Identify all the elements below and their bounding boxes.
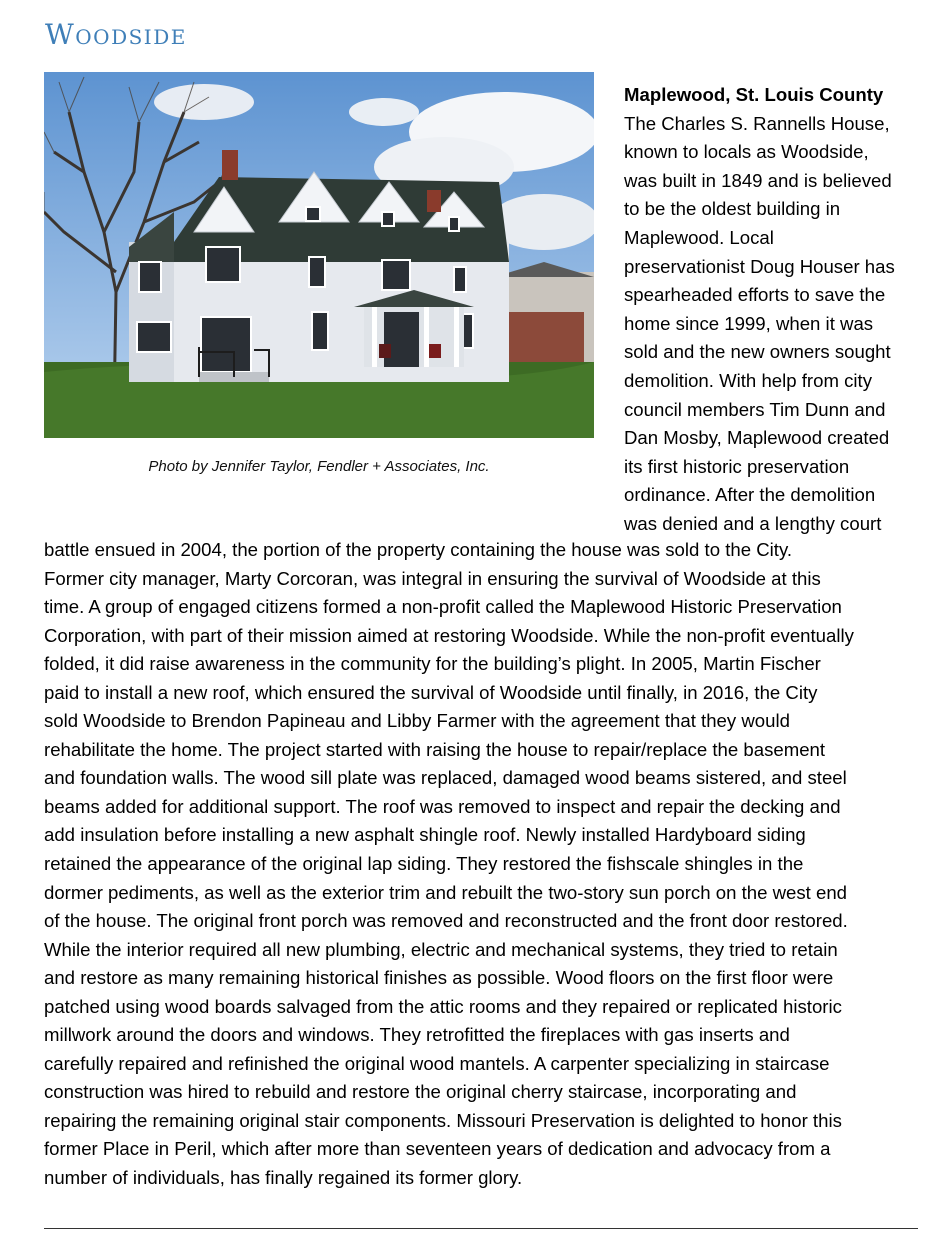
bottom-divider [44,1228,918,1229]
body-line: number of individuals, has finally regained its former glory. [44,1167,523,1189]
body-line: rehabilitate the home. The project started with raising the house to repair/replace the basement [44,738,826,760]
article-title: Woodside [45,18,187,51]
body-line: and restore as many remaining historical finishes as possible. Wood floors on the first floor were [44,967,834,989]
side-line: spearheaded efforts to save the [624,284,886,306]
body-line: construction was hired to rebuild and restore the original cherry staircase, incorporating and [44,1081,797,1103]
body-line: patched using wood boards salvaged from the attic rooms and they repaired or replicated historic [44,995,842,1017]
photo-figure [44,72,594,475]
side-line: demolition. With help from city [624,369,873,391]
body-line: battle ensued in 2004, the portion of the property containing the house was sold to the City. [44,539,793,560]
side-line: ordinance. After the demolition [624,484,876,506]
body-line: former Place in Peril, which after more than seventeen years of dedication and advocacy from a [44,1138,831,1160]
location-subheading: Maplewood, St. Louis County [624,84,884,105]
side-line: was denied and a lengthy court [624,512,882,534]
side-line: Dan Mosby, Maplewood created [624,427,890,449]
side-line: was built in 1849 and is believed [624,169,892,191]
body-line: add insulation before installing a new asphalt shingle roof. Newly installed Hardyboard siding [44,824,806,846]
body-line: millwork around the doors and windows. They retrofitted the fireplaces with gas inserts and [44,1024,790,1046]
side-line: preservationist Doug Houser has [624,255,895,277]
side-line: to be the oldest building in [624,198,841,220]
body-line: of the house. The original front porch was removed and reconstructed and the front door restored. [44,910,848,932]
body-line: Corporation, with part of their mission aimed at restoring Woodside. While the non-profit eventually [44,624,854,646]
side-line: home since 1999, when it was [624,312,874,334]
body-line: repairing the remaining original stair components. Missouri Preservation is delighted to honor this [44,1109,842,1131]
body-line: retained the appearance of the original lap siding. They restored the fishscale shingles in the [44,853,804,875]
side-column [624,81,916,539]
side-line: The Charles S. Rannells House, [624,112,890,134]
body-line: sold Woodside to Brendon Papineau and Libby Farmer with the agreement that they would [44,710,790,732]
body-line: dormer pediments, as well as the exterior trim and rebuilt the two-story sun porch on the west end [44,881,848,903]
body-line: and foundation walls. The wood sill plate was replaced, damaged wood beams sistered, and steel [44,767,847,789]
woodside-house-photo [44,72,594,438]
body-line: folded, it did raise awareness in the community for the building’s plight. In 2005, Martin Fischer [44,653,821,675]
body-line: paid to install a new roof, which ensured the survival of Woodside until finally, in 2016, the City [44,681,818,703]
side-line: its first historic preservation [624,455,850,477]
article-body [44,536,924,1193]
photo-caption: Photo by Jennifer Taylor, Fendler + Associates, Inc. [148,458,490,475]
body-line: beams added for additional support. The roof was removed to inspect and repair the decking and [44,795,841,817]
body-line: Former city manager, Marty Corcoran, was integral in ensuring the survival of Woodside at this [44,567,821,589]
side-line: sold and the new owners sought [624,341,891,363]
body-line: time. A group of engaged citizens formed a non-profit called the Maplewood Historic Preservation [44,596,842,618]
side-text [624,110,916,539]
body-line: carefully repaired and refinished the original wood mantels. A carpenter specializing in staircase [44,1052,830,1074]
body-line: While the interior required all new plumbing, electric and mechanical systems, they tried to retain [44,938,838,960]
side-line: council members Tim Dunn and [624,398,886,420]
side-line: Maplewood. Local [624,226,774,248]
side-line: known to locals as Woodside, [624,141,869,163]
